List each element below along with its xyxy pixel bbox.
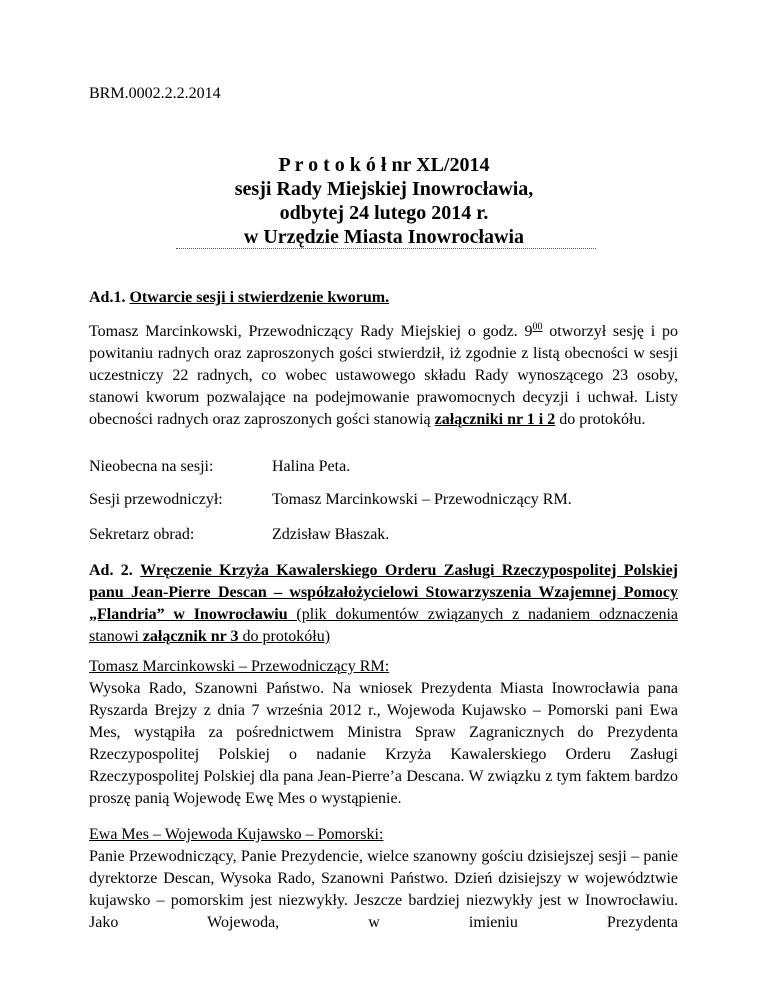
role-label-chair: Sesji przewodniczył: <box>89 491 223 508</box>
role-value-secretary: Zdzisław Błaszak. <box>272 526 390 543</box>
title-line-4: w Urzędzie Miasta Inowrocławia <box>243 226 525 248</box>
ad1-text-part-2: otworzył sesję i po powitaniu radnych oraz zaproszonych gości stwierdził, iż zgodnie z listą obecności w sesji uczestniczy 22 radnych, co wobec ustawowego składu Rady wynoszącego 23 osoby, stanowi kworum pozwalające na podejmowanie prawomocnych decyzji i uchwał. Listy obecności radnych oraz zaproszonych gości stanowią <box>89 323 679 428</box>
ad1-label: Ad.1. <box>89 289 126 306</box>
speech-1-text: Wysoka Rado, Szanowni Państwo. Na wniosek Prezydenta Miasta Inowrocławia pana Ryszarda Brejzy z dnia 7 września 2012 r., Wojewoda Kujawsko – Pomorski pani Ewa Mes, wystąpiła za pośrednictwem Ministra Spraw Zagranicznych do Prezydenta Rzeczypospolitej Polskiej o nadanie Krzyża Kawalerskiego Orderu Zasługi Rzeczypospolitej Polskiej dla pana Jean-Pierre’a Descana. W związku z tym faktem bardzo proszę panią Wojewodę Ewę Mes o wystąpienie. <box>89 680 678 807</box>
role-label-absent: Nieobecna na sesji: <box>89 458 214 475</box>
ad2-note-part-2: do protokółu) <box>238 628 331 645</box>
title-line-3: odbytej 24 lutego 2014 r. <box>279 202 489 224</box>
role-label-secretary: Sekretarz obrad: <box>89 526 195 543</box>
title-line-1: P r o t o k ó ł nr XL/2014 <box>278 154 490 176</box>
title-line-2: sesji Rady Miejskiej Inowrocławia, <box>234 178 534 200</box>
ad1-text-part-1: Tomasz Marcinkowski, Przewodniczący Rady Miejskiej o godz. 9 <box>89 323 533 340</box>
ad2-heading <box>89 560 678 648</box>
hour-superscript: 00 <box>532 321 543 333</box>
ad2-title: Wręczenie Krzyża Kawalerskiego Orderu Zasługi Rzeczypospolitej Polskiej panu Jean-Pierre Descan – współzałożycielowi Stowarzyszenia Wzajemnej Pomocy „Flandria” w Inowrocławiu <box>89 562 678 623</box>
ad1-text-part-3: do protokółu. <box>555 411 646 428</box>
role-value-absent: Halina Peta. <box>272 458 351 475</box>
role-value-chair: Tomasz Marcinkowski – Przewodniczący RM. <box>272 491 572 508</box>
ad1-title: Otwarcie sesji i stwierdzenie kworum. <box>129 289 390 306</box>
ad2-note-part-1: (plik dokumentów związanych z nadaniem odznaczenia stanowi <box>89 606 678 645</box>
title-divider <box>176 248 596 250</box>
speaker-2: Ewa Mes – Wojewoda Kujawsko – Pomorski: <box>89 826 384 843</box>
ad2-label: Ad. 2. <box>89 562 133 579</box>
attachments-ref: załączniki nr 1 i 2 <box>434 411 556 428</box>
ad1-heading <box>89 287 678 309</box>
document-reference: BRM.0002.2.2.2014 <box>89 85 221 102</box>
speech-2-text: Panie Przewodniczący, Panie Prezydencie, wielce szanowny gościu dzisiejszej sesji – panie dyrektorze Descan, Wysoka Rado, Szanowni Państwo. Dzień dzisiejszy w województwie kujawsko – pomorskim jest niezwykły. Jeszcze bardziej niezwykły jest w Inowrocławiu. Jako Wojewoda, w imieniu Prezydenta <box>89 848 678 931</box>
ad1-paragraph <box>89 321 678 431</box>
speaker-1: Tomasz Marcinkowski – Przewodniczący RM: <box>89 658 390 675</box>
ad2-attachment-ref: załącznik nr 3 <box>142 628 239 645</box>
